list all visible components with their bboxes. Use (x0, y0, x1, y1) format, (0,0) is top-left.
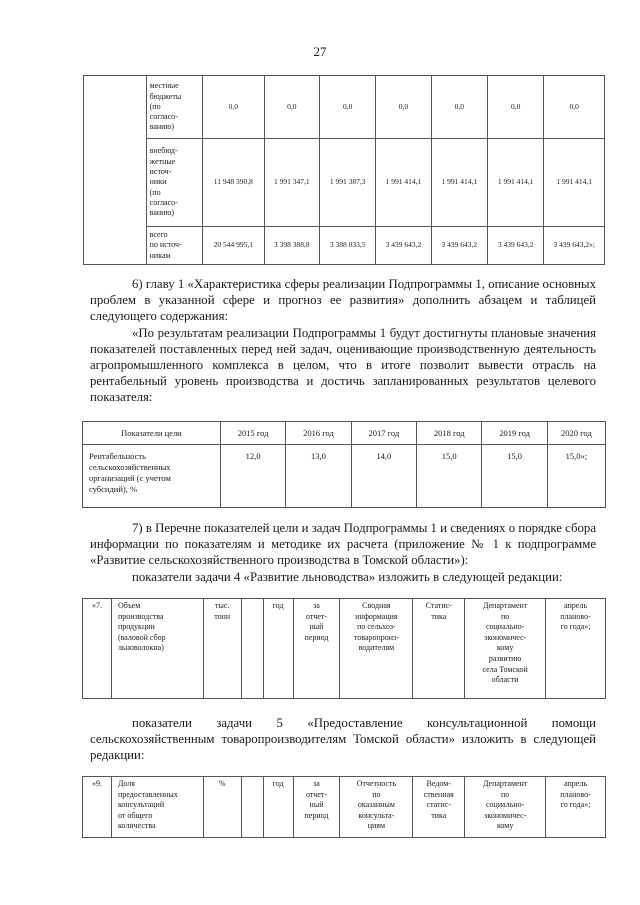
funding-source-cell: всего по источ- никам (146, 227, 202, 265)
task-deadline: апрель планово- го года»; (546, 777, 606, 838)
paragraph-task5 (90, 715, 596, 764)
funding-value: 0,0 (264, 76, 319, 139)
paragraph-7-task5: показатели задачи 5 «Предоставление консультационной помощи сельскохозяйственным товаропроизводителям Томской области» изложить в следующей редакции: (90, 716, 596, 763)
funding-value: 3 439 643,2 (376, 227, 431, 265)
task-frequency: год (263, 777, 293, 838)
task-unit: тыс. тонн (203, 599, 241, 699)
task-period: за отчет- ный период (293, 599, 340, 699)
task-source: Статис- тика (413, 599, 465, 699)
funding-table (83, 75, 605, 265)
indicator-value: 15,0»; (547, 445, 605, 508)
funding-value: 3 398 388,8 (264, 227, 319, 265)
indicator-header: 2019 год (482, 422, 547, 445)
funding-row-extrabudget (84, 139, 605, 227)
funding-value: 0,0 (376, 76, 431, 139)
indicator-header-row (83, 422, 606, 445)
task-frequency: год (263, 599, 293, 699)
funding-row-total (84, 227, 605, 265)
task4-indicator-table (82, 598, 606, 699)
indicator-row (83, 445, 606, 508)
page-number: 27 (313, 44, 327, 59)
funding-value: 1 991 414,1 (544, 139, 605, 227)
funding-value: 3 439 643,2 (431, 227, 487, 265)
funding-value: 3 388 033,5 (319, 227, 375, 265)
task5-indicator-table (82, 776, 606, 838)
task-unit: % (203, 777, 241, 838)
indicator-header: Показатели цели (83, 422, 221, 445)
funding-value: 20 544 995,1 (203, 227, 265, 265)
indicator-value: 12,0 (220, 445, 285, 508)
funding-source-cell: внебюд- жетные источ- ники (по согласо- ванию) (146, 139, 202, 227)
funding-value: 1 991 414,1 (488, 139, 544, 227)
funding-value: 0,0 (203, 76, 265, 139)
funding-source-cell: местные бюджеты (по согласо- ванию) (146, 76, 202, 139)
funding-value: 3 439 643,2»; (544, 227, 605, 265)
task-number: «7. (83, 599, 112, 699)
funding-blank-cell (84, 76, 147, 265)
paragraph-7-text: 7) в Перечне показателей цели и задач Подпрограммы 1 и сведениях о порядке сбора информации по показателям и методике их расчета (приложение № 1 к подпрограмме «Развитие сельскохозяйственного производства в Томской области»): (90, 521, 596, 568)
funding-row-local (84, 76, 605, 139)
funding-value: 0,0 (488, 76, 544, 139)
task-indicator-name: Объем производства продукции (валовой сбор льноволокна) (111, 599, 203, 699)
paragraph-6-text: 6) главу 1 «Характеристика сферы реализации Подпрограммы 1, описание основных проблем в указанной сфере и прогноз ее развития» дополнить абзацем и таблицей следующего содержания: (90, 277, 596, 324)
paragraph-item-6 (90, 276, 596, 406)
funding-value: 1 991 414,1 (431, 139, 487, 227)
task-number: «9. (83, 777, 112, 838)
task-deadline: апрель планово- го года»; (546, 599, 606, 699)
funding-value: 1 991 347,1 (264, 139, 319, 227)
funding-value: 1 991 414,1 (376, 139, 431, 227)
indicator-value: 15,0 (417, 445, 482, 508)
goal-indicator-table (82, 421, 606, 508)
funding-value: 11 948 390,8 (203, 139, 265, 227)
funding-value: 0,0 (544, 76, 605, 139)
task-method: Сводная информация по сельхоз- товаропроиз- водителям (340, 599, 413, 699)
task-responsible: Департамент по социально- экономичес- кому развитию села Томской области (465, 599, 546, 699)
funding-value: 3 439 643,2 (488, 227, 544, 265)
paragraph-7-task4: показатели задачи 4 «Развитие льноводства» изложить в следующей редакции: (132, 569, 563, 584)
funding-value: 0,0 (319, 76, 375, 139)
indicator-header: 2017 год (351, 422, 416, 445)
indicator-header: 2018 год (417, 422, 482, 445)
indicator-value: 14,0 (351, 445, 416, 508)
indicator-value: 13,0 (286, 445, 351, 508)
paragraph-item-7 (90, 520, 596, 585)
funding-value: 0,0 (431, 76, 487, 139)
task-empty-cell (241, 599, 263, 699)
indicator-label: Рентабельность сельскохозяйственных организаций (с учетом субсидий), % (83, 445, 221, 508)
indicator-value: 15,0 (482, 445, 547, 508)
task-method: Отчетность по оказанным консульта- циям (340, 777, 413, 838)
task-indicator-name: Доля предоставленных консультаций от общего количества (111, 777, 203, 838)
indicator-header: 2016 год (286, 422, 351, 445)
task5-row (83, 777, 606, 838)
task-period: за отчет- ный период (293, 777, 340, 838)
paragraph-6-quote: «По результатам реализации Подпрограммы 1 будут достигнуты плановые значения показателей поставленных перед ней задач, оценивающие производственную деятельность агропромышленного комплекса в целом, что в итоге позволит вывести отрасль на рентабельный уровень производства и достичь запланированных результатов целевого показателя: (90, 325, 596, 405)
task-source: Ведом- ственная статис- тика (413, 777, 465, 838)
task4-row (83, 599, 606, 699)
funding-value: 1 991 387,3 (319, 139, 375, 227)
indicator-header: 2015 год (220, 422, 285, 445)
indicator-header: 2020 год (547, 422, 605, 445)
task-empty-cell (241, 777, 263, 838)
task-responsible: Департамент по социально- экономичес- кому (465, 777, 546, 838)
